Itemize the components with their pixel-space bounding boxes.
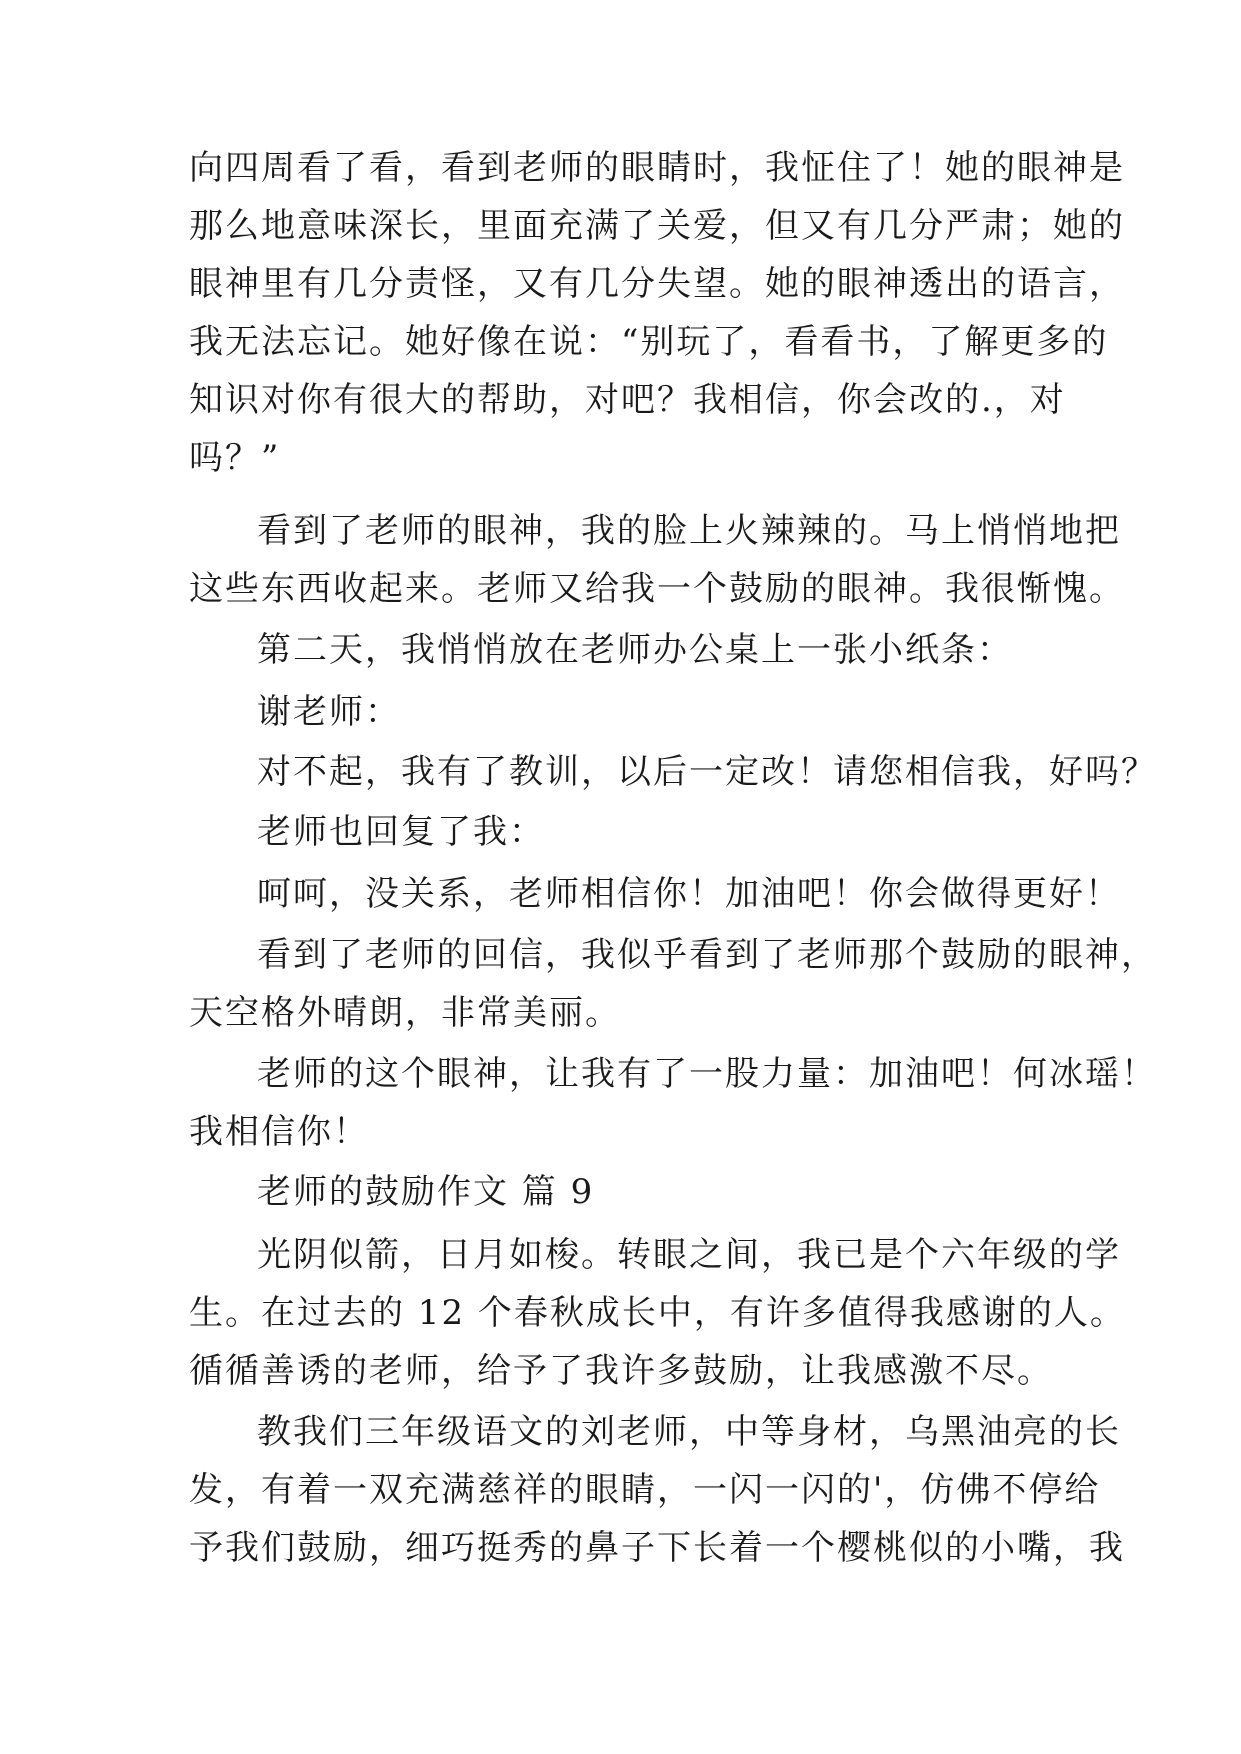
text-line: 看到了老师的眼神，我的脸上火辣辣的。马上悄悄地把 bbox=[257, 511, 1121, 551]
text-line: 这些东西收起来。老师又给我一个鼓励的眼神。我很惭愧。 bbox=[189, 569, 1125, 609]
text-line: 发，有着一双充满慈祥的眼睛，一闪一闪的'，仿佛不停给 bbox=[189, 1470, 1101, 1510]
text-line: 那么地意味深长，里面充满了关爱，但又有几分严肃；她的 bbox=[189, 206, 1125, 246]
section-heading: 老师的鼓励作文 篇 9 bbox=[257, 1172, 595, 1212]
text-line: 向四周看了看，看到老师的眼睛时，我怔住了！她的眼神是 bbox=[189, 148, 1125, 188]
text-line: 对不起，我有了教训，以后一定改！请您相信我，好吗？ bbox=[257, 752, 1157, 792]
text-line: 我无法忘记。她好像在说：“别玩了，看看书，了解更多的 bbox=[189, 322, 1109, 362]
text-line: 光阴似箭，日月如梭。转眼之间，我已是个六年级的学 bbox=[257, 1235, 1121, 1275]
text-line: 吗？” bbox=[189, 438, 281, 478]
text-line: 谢老师： bbox=[257, 692, 401, 732]
text-line: 眼神里有几分责怪，又有几分失望。她的眼神透出的语言， bbox=[189, 264, 1125, 304]
text-line: 第二天，我悄悄放在老师办公桌上一张小纸条： bbox=[257, 630, 1013, 670]
text-line: 知识对你有很大的帮助，对吧？我相信，你会改的.，对 bbox=[189, 380, 1066, 420]
text-line: 看到了老师的回信，我似乎看到了老师那个鼓励的眼神， bbox=[257, 935, 1157, 975]
text-line: 我相信你！ bbox=[189, 1112, 369, 1152]
text-line: 教我们三年级语文的刘老师，中等身材，乌黑油亮的长 bbox=[257, 1412, 1121, 1452]
text-line: 老师的这个眼神，让我有了一股力量：加油吧！何冰瑶！ bbox=[257, 1054, 1157, 1094]
text-line: 予我们鼓励，细巧挺秀的鼻子下长着一个樱桃似的小嘴，我 bbox=[189, 1528, 1125, 1568]
text-line: 生。在过去的 12 个春秋成长中，有许多值得我感谢的人。 bbox=[189, 1293, 1126, 1333]
text-line: 循循善诱的老师，给予了我许多鼓励，让我感激不尽。 bbox=[189, 1351, 1053, 1391]
text-line: 呵呵，没关系，老师相信你！加油吧！你会做得更好！ bbox=[257, 874, 1121, 914]
text-line: 老师也回复了我： bbox=[257, 812, 545, 852]
text-line: 天空格外晴朗，非常美丽。 bbox=[189, 993, 621, 1033]
